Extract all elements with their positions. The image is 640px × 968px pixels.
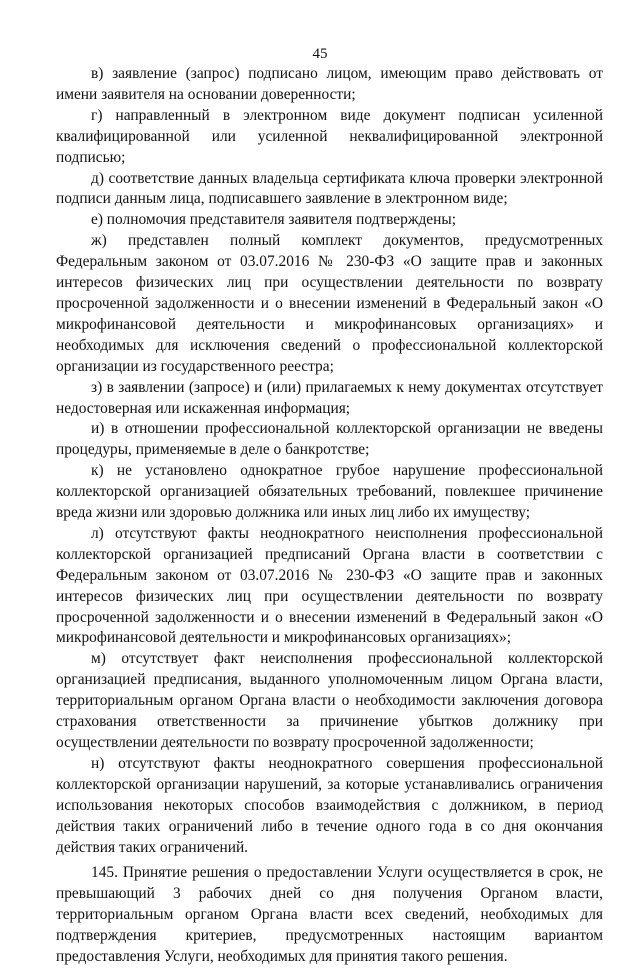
paragraph-n: н) отсутствуют факты неоднократного совершения профессиональной коллекторской организации нарушений, за которые устанавливались ограничения использования некоторых способов взаимодействия с должником, в период действия таких ограничений либо в течение одного года в со дня окончания действия таких ограничений. — [56, 754, 603, 856]
paragraph-g: г) направленный в электронном виде документ подписан усиленной квалифицированной или усиленной неквалифицированной электронной подписью; — [56, 106, 603, 166]
paragraph-z: з) в заявлении (запросе) и (или) прилагаемых к нему документах отсутствует недостоверная или искаженная информация; — [56, 378, 603, 417]
paragraph-zh: ж) представлен полный комплект документов, предусмотренных Федеральным законом от 03.07.2016 № 230-ФЗ «О защите прав и законных интересов физических лиц при осуществлении деятельности по возврату просроченной задолженности и о внесении изменений в Федеральный закон «О микрофинансовой деятельности и микрофинансовых организациях» и необходимых для исключения сведений о профессиональной коллекторской организации из государственного реестра; — [56, 232, 603, 375]
paragraph-145: 145. Принятие решения о предоставлении Услуги осуществляется в срок, не превышающий 3 рабочих дней со дня получения Органом власти, территориальным органом Органа власти всех сведений, необходимых для подтверждения критериев, предусмотренных настоящим вариантом предоставления Услуги, необходимых для принятия такого решения. — [56, 864, 603, 966]
paragraph-i: и) в отношении профессиональной коллекторской организации не введены процедуры, применяемые в деле о банкротстве; — [56, 420, 603, 459]
paragraph-m: м) отсутствует факт неисполнения профессиональной коллекторской организацией предписания, выданного уполномоченным лицом Органа власти, территориальным органом Органа власти о необходимости заключения договора страхования ответственности за причинение убытков должнику при осуществлении деятельности по возврату просроченной задолженности; — [56, 650, 603, 751]
document-body — [56, 64, 603, 968]
paragraph-k: к) не установлено однократное грубое нарушение профессиональной коллекторской организацией обязательных требований, повлекшее причинение вреда жизни или здоровью должника или иных лиц либо их имуществу; — [56, 462, 603, 522]
page-number: 45 — [312, 46, 328, 62]
paragraph-l: л) отсутствуют факты неоднократного неисполнения профессиональной коллекторской организацией предписаний Органа власти в соответствии с Федеральным законом от 03.07.2016 № 230-ФЗ «О защите прав и законных интересов физических лиц при осуществлении деятельности по возврату просроченной задолженности и о внесении изменений в Федеральный закон «О микрофинансовой деятельности и микрофинансовых организациях»; — [56, 524, 603, 647]
paragraph-d: д) соответствие данных владельца сертификата ключа проверки электронной подписи данным лица, подписавшего заявление в электронном виде; — [56, 169, 603, 208]
paragraph-v: в) заявление (запрос) подписано лицом, имеющим право действовать от имени заявителя на основании доверенности; — [56, 65, 603, 103]
paragraph-e: е) полномочия представителя заявителя подтверждены; — [91, 211, 456, 229]
